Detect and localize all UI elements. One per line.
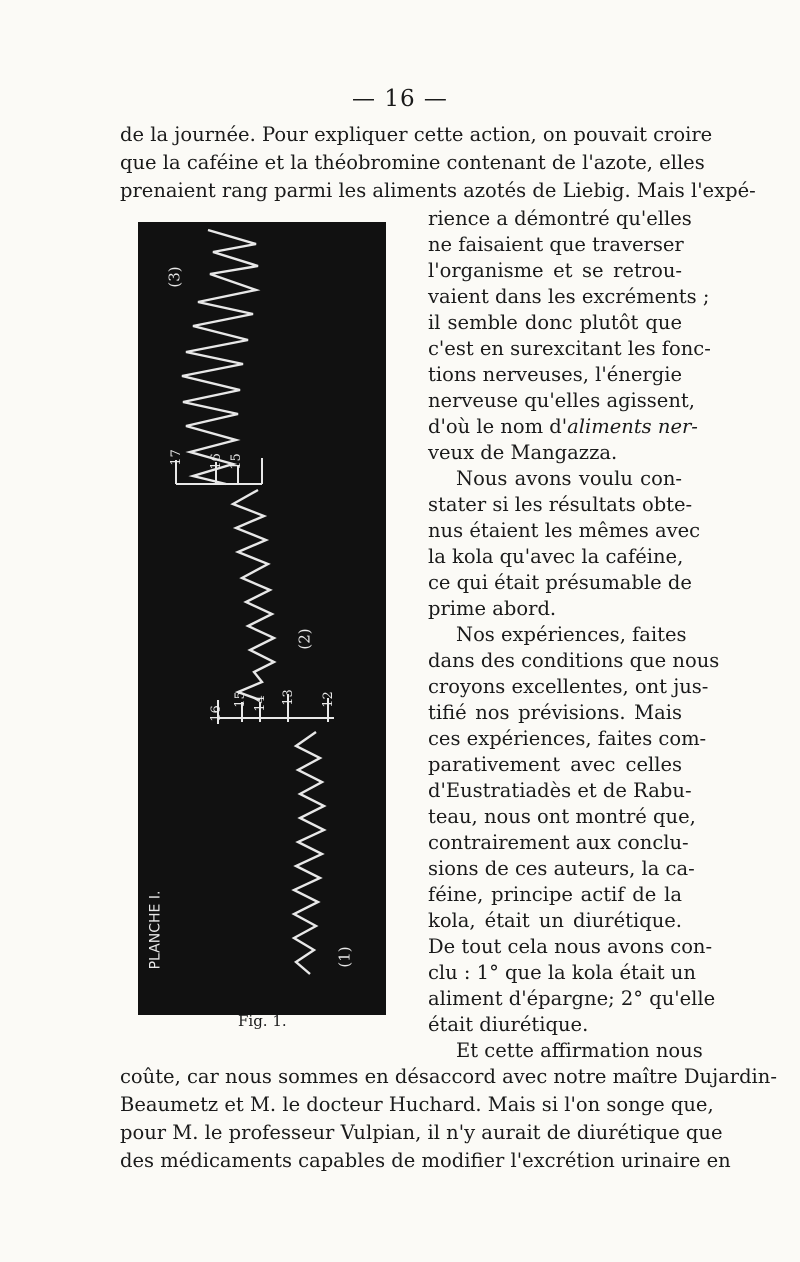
marker-label: 14 [252,695,268,712]
trace-section-2 [233,490,274,700]
text-line: parativement avec celles [428,753,682,776]
text-line: croyons excellentes, ont jus- [428,675,709,698]
text-line: Nous avons voulu con- [456,467,682,490]
text-line: dans des conditions que nous [428,649,720,672]
marker-label: 16 [208,705,224,722]
text-line: c'est en surexcitant les fonc- [428,337,711,360]
section-label-1: (1) [335,946,354,968]
trace-section-3 [182,230,258,484]
section-label-2: (2) [295,628,314,650]
italic-term: aliments ner- [567,415,698,438]
text-line: de la journée. Pour expliquer cette action, on pouvait croire [120,123,713,146]
text-line: De tout cela nous avons con- [428,935,713,958]
marker-label: 15 [232,691,248,708]
text-line: kola, était un diurétique. [428,909,682,932]
text-line: prenaient rang parmi les aliments azotés de Liebig. Mais l'expé- [120,179,756,202]
text-fragment: d'où le nom d' [428,415,568,438]
text-line: veux de Mangazza. [428,441,618,464]
trace-section-1 [294,732,324,974]
text-line: Beaumetz et M. le docteur Huchard. Mais si l'on songe que, [120,1093,714,1116]
kymograph-figure [138,222,386,1015]
section-label-3: (3) [165,266,184,288]
text-line: nerveuse qu'elles agissent, [428,389,695,412]
text-line: coûte, car nous sommes en désaccord avec notre maître Dujardin- [120,1065,777,1088]
text-line: teau, nous ont montré que, [428,805,696,828]
text-line: prime abord. [428,597,557,620]
text-line: l'organisme et se retrou- [428,259,682,282]
text-line: ne faisaient que traverser [428,233,684,256]
figure-caption: Fig. 1. [238,1012,287,1030]
marker-label: 13 [280,689,296,706]
text-line: aliment d'épargne; 2° qu'elle [428,987,716,1010]
text-line: tifié nos prévisions. Mais [428,701,682,724]
text-line: sions de ces auteurs, la ca- [428,857,695,880]
text-line: ce qui était présumable de [428,571,692,594]
marker-label: 16 [208,453,224,470]
marker-label: 12 [320,691,336,708]
page-number: — 16 — [352,86,448,112]
text-line: Et cette affirmation nous [456,1039,703,1062]
text-line: il semble donc plutôt que [428,311,682,334]
text-line: tions nerveuses, l'énergie [428,363,682,386]
text-line: ces expériences, faites com- [428,727,707,750]
text-line: était diurétique. [428,1013,589,1036]
text-line: d'Eustratiadès et de Rabu- [428,779,692,802]
text-line: stater si les résultats obte- [428,493,693,516]
text-line: féine, principe actif de la [428,883,682,906]
text-line: contrairement aux conclu- [428,831,689,854]
marker-label: 17 [168,449,184,466]
text-line: pour M. le professeur Vulpian, il n'y aurait de diurétique que [120,1121,723,1144]
text-line: des médicaments capables de modifier l'excrétion urinaire en [120,1149,731,1172]
text-line: la kola qu'avec la caféine, [428,545,684,568]
text-line: clu : 1° que la kola était un [428,961,696,984]
text-line: nus étaient les mêmes avec [428,519,701,542]
plate-label: PLANCHE I. [147,890,164,970]
text-line [428,414,698,440]
text-line: Nos expériences, faites [456,623,687,646]
text-line: que la caféine et la théobromine contenant de l'azote, elles [120,151,705,174]
text-line: rience a démontré qu'elles [428,207,692,230]
marker-label: 15 [228,453,244,470]
text-line: vaient dans les excréments ; [428,285,710,308]
kymograph-trace [138,222,386,1015]
